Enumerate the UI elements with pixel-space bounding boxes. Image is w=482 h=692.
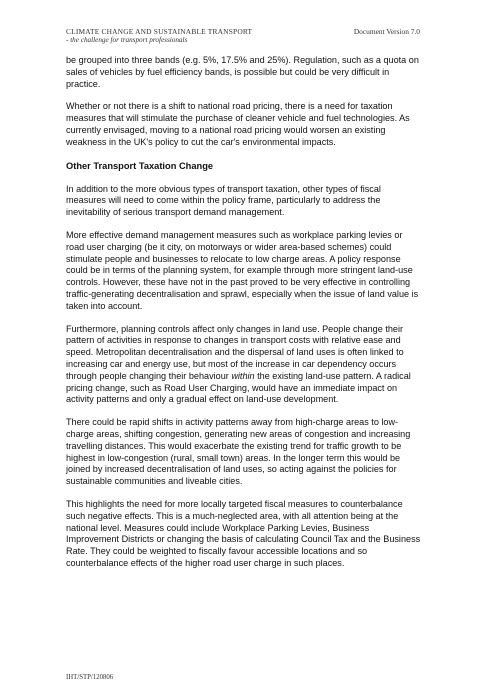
document-subtitle: - the challenge for transport professionals — [66, 36, 188, 44]
paragraph: This highlights the need for more locally targeted fiscal measures to counterbalance such negative effects. This is a much-neglected area, with all attention being at the national level. Measures could include Workplace Parking Levies, Business Improvement Districts or changing the basis of calculating Council Tax and the Business Rate. They could be weighted to fiscally favour accessible locations and so counterbalance effects of the higher road user charge in such places. — [66, 498, 421, 568]
paragraph: be grouped into three bands (e.g. 5%, 17.5% and 25%). Regulation, such as a quota on sales of vehicles by fuel efficiency bands, is possible but could be very difficult in practice. — [66, 55, 419, 89]
paragraph — [66, 324, 422, 407]
section-heading: Other Transport Taxation Change — [66, 160, 214, 171]
paragraph: There could be rapid shifts in activity patterns away from high-charge areas to low-charge areas, shifting congestion, generating new areas of congestion and increasing travelling distances. This would exacerbate the existing trend for traffic growth to be highest in low-congestion (rural, small town) areas. In the longer term this would be joined by increased decentralisation of land uses, so acting against the policies for sustainable communities and liveable cities. — [66, 417, 411, 487]
footer-reference: IHT/STP/120806 — [66, 674, 114, 681]
paragraph: More effective demand management measures such as workplace parking levies or road user charging (be it city, on motorways or wider area-based schemes) could stimulate people and businesses to relocate to low charge areas. A policy response could be in terms of the planning system, for example through more stringent land-use controls. However, these have not in the past proved to be very effective in controlling traffic-generating decentralisation and sprawl, especially when the issue of land value is taken into account. — [66, 229, 419, 311]
body-text — [66, 55, 422, 581]
document-version: Document Version 7.0 — [353, 27, 420, 36]
paragraph: Whether or not there is a shift to national road pricing, there is a need for taxation measures that will stimulate the purchase of cleaner vehicle and fuel technologies. As currently envisaged, moving to a national road pricing would worsen an existing weakness in the UK's policy to cut the car's environmental impacts. — [66, 101, 410, 147]
paragraph-text: Furthermore, planning controls affect only changes in land use. People change their pattern of activities in response to changes in transport costs with relative ease and speed. Metropolitan decentralisation and the dispersal of land uses is often linked to increasing car and energy use, but most of the increase in car dependency occurs through people changing their behaviour — [66, 323, 404, 381]
paragraph-text: the existing land-use pattern. A radical pricing change, such as Road User Charging, would have an immediate impact on activity patterns and only a gradual effect on land-use development. — [66, 370, 411, 405]
document-title: CLIMATE CHANGE AND SUSTAINABLE TRANSPORT — [66, 27, 253, 36]
emphasis-text: within — [231, 370, 255, 381]
paragraph: In addition to the more obvious types of transport taxation, other types of fiscal measures will need to come within the policy frame, particularly to address the inevitability of serious transport demand management. — [66, 183, 381, 218]
running-header — [66, 27, 252, 45]
